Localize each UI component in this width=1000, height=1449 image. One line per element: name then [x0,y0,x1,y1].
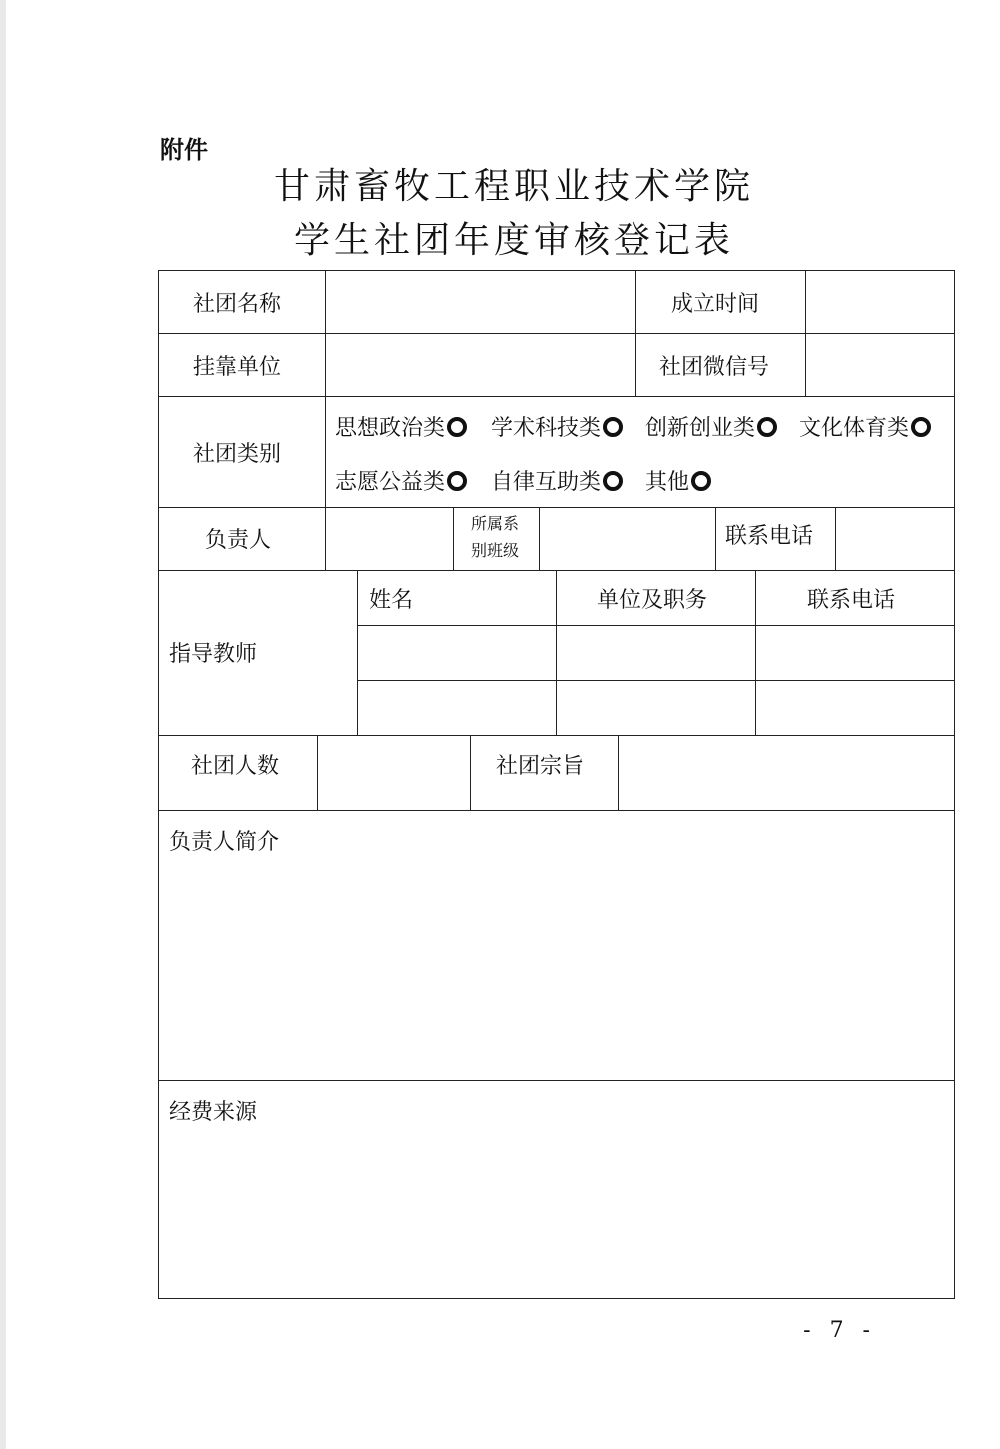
col-divider [325,396,326,507]
radio-icon [447,417,467,437]
form-title-line1: 甘肃畜牧工程职业技术学院 [273,166,754,207]
form-title-line2: 学生社团年度审核登记表 [293,220,734,261]
row-divider [159,735,954,736]
category-option-innovation[interactable]: 创新创业类 [645,411,777,442]
category-option-volunteer[interactable]: 志愿公益类 [335,465,467,496]
col-divider [470,735,471,810]
category-option-culture-sports[interactable]: 文化体育类 [799,411,931,442]
row-divider [357,680,954,681]
category-label: 社团类别 [193,442,282,467]
col-divider [539,507,540,570]
category-option-politics[interactable]: 思想政治类 [335,411,467,442]
leader-intro-label: 负责人简介 [169,830,280,855]
radio-icon [603,471,623,491]
dept-class-label-line2: 别班级 [471,541,520,560]
row-divider [159,396,954,397]
dept-class-label-line1: 所属系 [471,514,520,533]
page-number: - 7 - [803,1318,876,1343]
row-divider [159,1080,954,1081]
affiliated-unit-label: 挂靠单位 [193,355,282,380]
funding-source-label: 经费来源 [169,1100,258,1125]
col-divider [635,271,636,396]
col-divider [556,570,557,735]
page-edge [0,0,6,1449]
row-divider [159,810,954,811]
wechat-id-label: 社团微信号 [659,355,770,380]
advisor-unit-position-header: 单位及职务 [597,588,708,613]
radio-icon [691,471,711,491]
registration-form-table [158,270,955,1299]
leader-label: 负责人 [205,528,272,553]
radio-icon [757,417,777,437]
col-divider [325,507,326,570]
category-option-other[interactable]: 其他 [645,465,711,496]
col-divider [805,271,806,396]
row-divider [159,333,954,334]
contact-phone-label: 联系电话 [725,524,814,549]
club-purpose-label: 社团宗旨 [496,754,585,779]
category-option-academic[interactable]: 学术科技类 [491,411,623,442]
col-divider [618,735,619,810]
row-divider [357,625,954,626]
club-name-label: 社团名称 [193,292,282,317]
col-divider [453,507,454,570]
advisor-phone-header: 联系电话 [807,588,896,613]
col-divider [357,570,358,735]
member-count-label: 社团人数 [191,754,280,779]
advisor-label: 指导教师 [169,642,258,667]
radio-icon [911,417,931,437]
category-option-self-discipline[interactable]: 自律互助类 [491,465,623,496]
radio-icon [603,417,623,437]
col-divider [325,271,326,396]
col-divider [835,507,836,570]
col-divider [715,507,716,570]
attachment-label: 附件 [160,136,208,164]
radio-icon [447,471,467,491]
founded-time-label: 成立时间 [671,292,760,317]
col-divider [755,570,756,735]
col-divider [317,735,318,810]
advisor-name-header: 姓名 [369,588,414,613]
